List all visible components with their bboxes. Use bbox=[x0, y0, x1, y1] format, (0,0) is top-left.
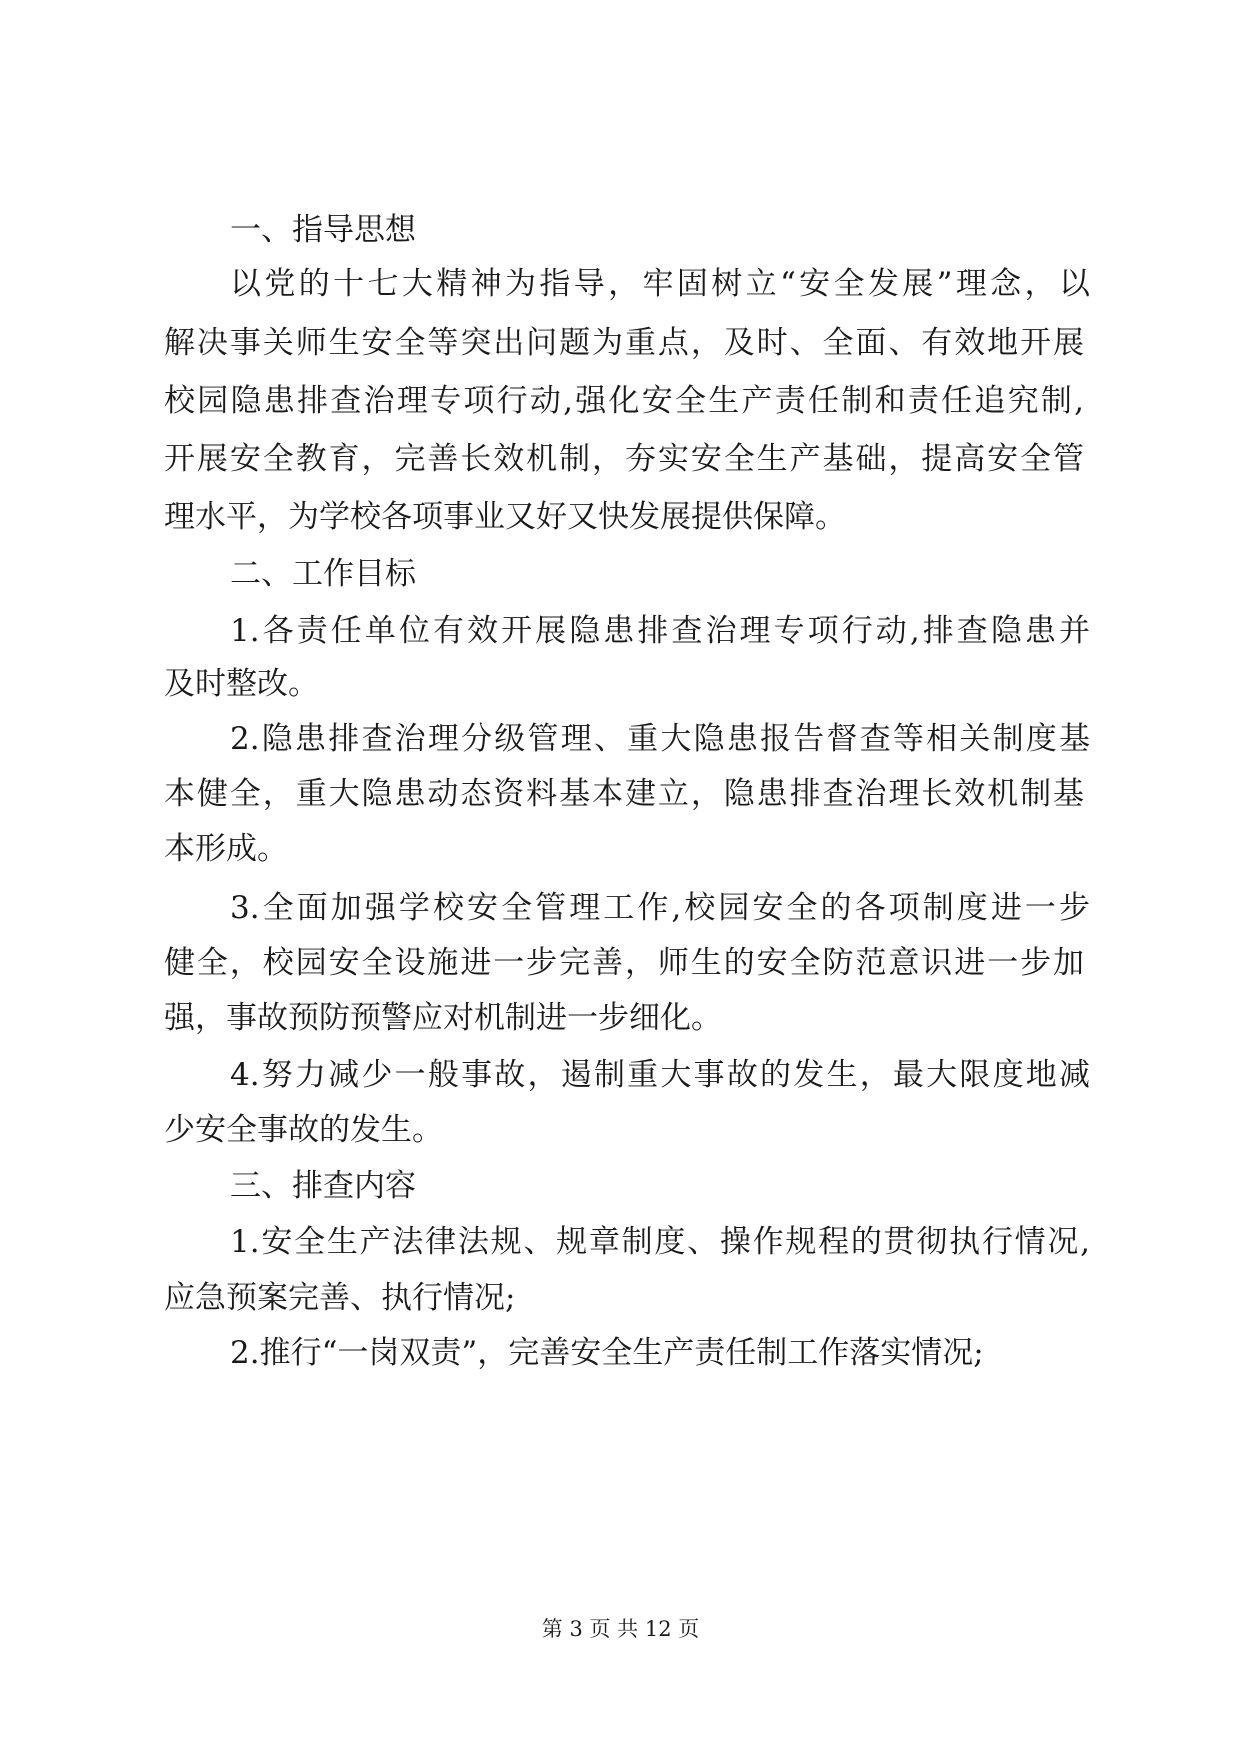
list-item-line: 本形成。 bbox=[164, 831, 288, 867]
heading-work-goals: 二、工作目标 bbox=[230, 556, 416, 592]
paragraph-line: 校园隐患排查治理专项行动,强化安全生产责任制和责任追究制, bbox=[164, 383, 1084, 419]
list-item-line: 1.各责任单位有效开展隐患排查治理专项行动,排查隐患并 bbox=[230, 613, 1090, 649]
list-item-line: 及时整改。 bbox=[164, 666, 319, 702]
list-item-line: 4.努力减少一般事故，遏制重大事故的发生，最大限度地减 bbox=[230, 1057, 1090, 1093]
paragraph-line: 理水平，为学校各项事业又好又快发展提供保障。 bbox=[164, 499, 846, 535]
list-item-line: 3.全面加强学校安全管理工作,校园安全的各项制度进一步 bbox=[230, 890, 1090, 926]
list-item-line: 少安全事故的发生。 bbox=[164, 1112, 443, 1148]
list-item-line: 2.推行“一岗双责”，完善安全生产责任制工作落实情况; bbox=[230, 1335, 984, 1371]
list-item-line: 本健全，重大隐患动态资料基本建立，隐患排查治理长效机制基 bbox=[164, 776, 1084, 812]
list-item-line: 应急预案完善、执行情况; bbox=[164, 1280, 516, 1316]
paragraph-line: 解决事关师生安全等突出问题为重点，及时、全面、有效地开展 bbox=[164, 325, 1084, 361]
list-item-line: 2.隐患排查治理分级管理、重大隐患报告督查等相关制度基 bbox=[230, 721, 1090, 757]
heading-inspection-content: 三、排查内容 bbox=[230, 1168, 416, 1204]
paragraph-line: 以党的十七大精神为指导，牢固树立“安全发展”理念，以 bbox=[230, 266, 1090, 302]
page-number-footer: 第 3 页 共 12 页 bbox=[541, 1617, 700, 1641]
list-item-line: 健全，校园安全设施进一步完善，师生的安全防范意识进一步加 bbox=[164, 945, 1084, 981]
list-item-line: 强，事故预防预警应对机制进一步细化。 bbox=[164, 1000, 722, 1036]
paragraph-line: 开展安全教育，完善长效机制，夯实安全生产基础，提高安全管 bbox=[164, 441, 1084, 477]
heading-guiding-ideology: 一、指导思想 bbox=[230, 212, 416, 248]
list-item-line: 1.安全生产法律法规、规章制度、操作规程的贯彻执行情况, bbox=[230, 1224, 1090, 1260]
